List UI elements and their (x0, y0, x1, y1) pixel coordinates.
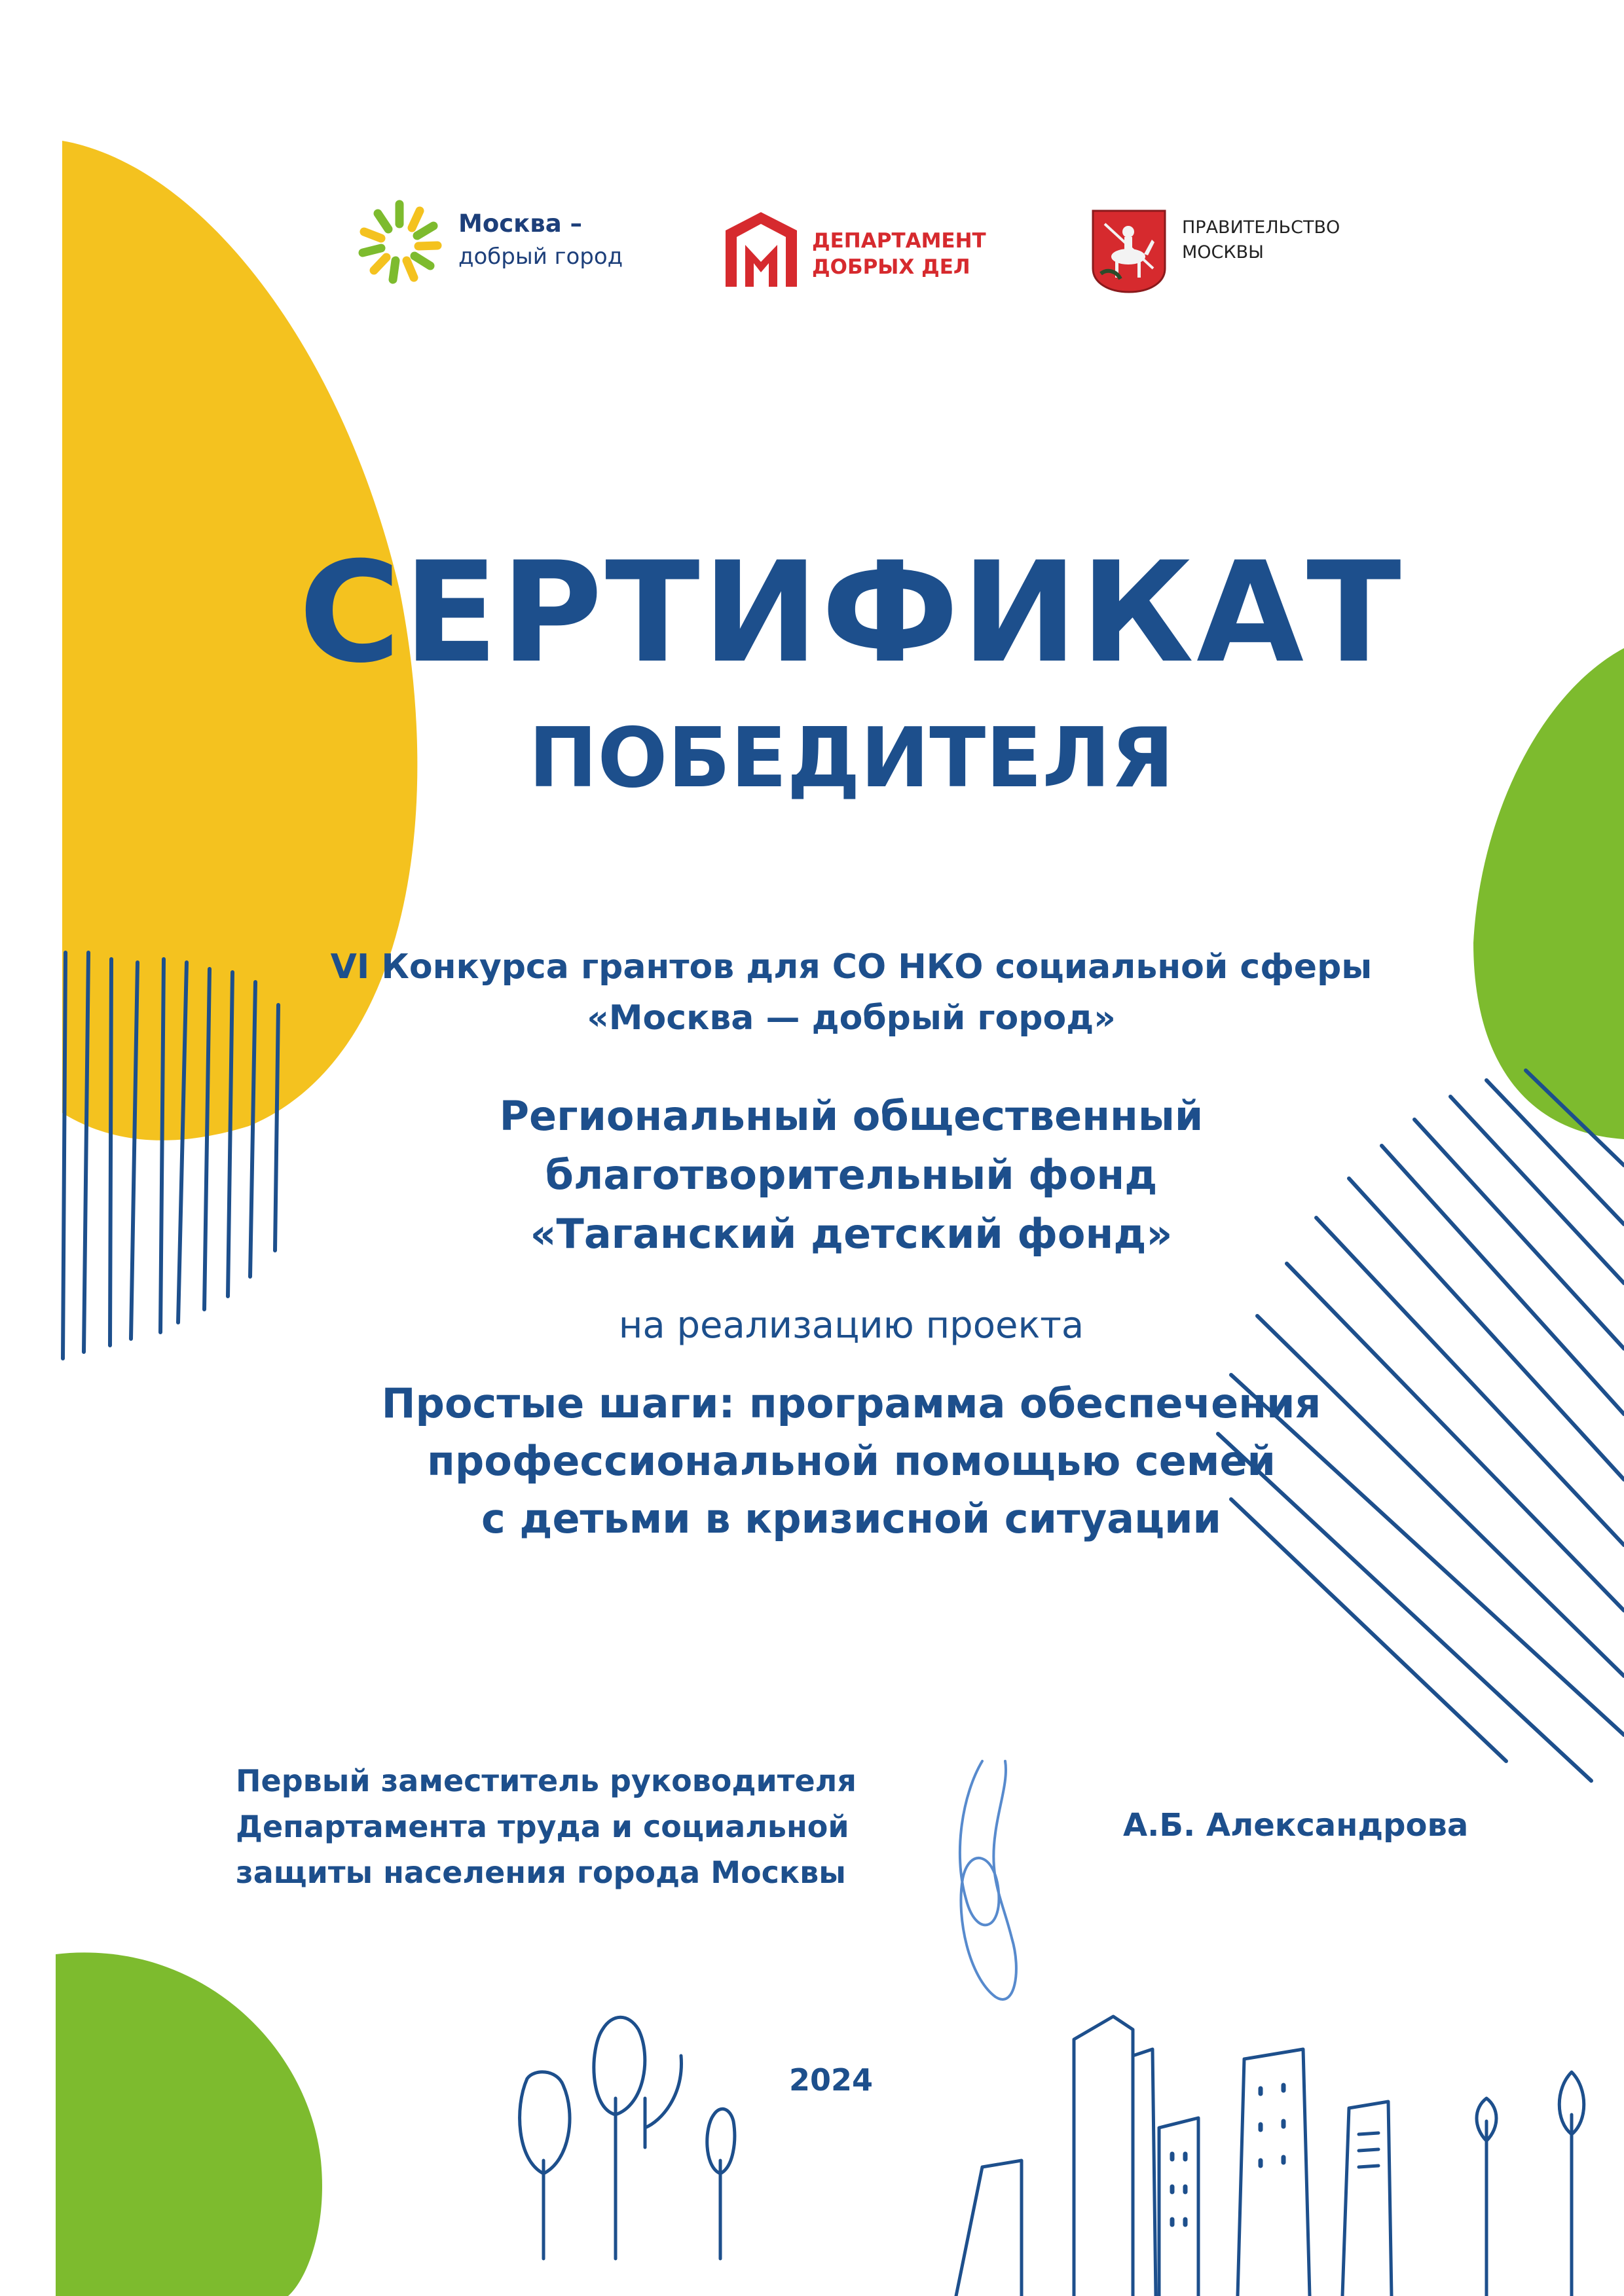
organization-name (262, 1087, 1441, 1264)
logo-moscow-government-line2: МОСКВЫ (1182, 242, 1264, 263)
letter-m-icon (720, 208, 802, 290)
logo-moscow-good-city-line2: добрый город (458, 244, 623, 270)
org-line-2: благотворительный фонд (545, 1151, 1158, 1199)
for-project-label: на реализацию проекта (618, 1304, 1084, 1347)
logo-good-deeds-department (720, 208, 986, 293)
project-name (262, 1375, 1441, 1548)
certificate-year: 2024 (789, 2062, 874, 2098)
logo-moscow-government-line1: ПРАВИТЕЛЬСТВО (1182, 217, 1340, 238)
sun-rays-icon (354, 196, 445, 288)
certificate-title: СЕРТИФИКАТ (299, 532, 1404, 693)
org-line-1: Региональный общественный (499, 1092, 1204, 1140)
logo-moscow-good-city-line1: Москва – (458, 210, 583, 238)
green-leaf-shape-right (1473, 648, 1624, 1139)
signer-name: А.Б. Александрова (1123, 1807, 1469, 1844)
city-skyline-lineart (520, 2016, 1584, 2296)
contest-line-2: «Москва — добрый город» (587, 998, 1116, 1038)
certificate-subtitle: ПОБЕДИТЕЛЯ (528, 710, 1175, 806)
signer-position (236, 1758, 857, 1895)
moscow-coat-of-arms-icon (1090, 208, 1168, 295)
project-line-1: Простые шаги: программа обеспечения (381, 1379, 1321, 1427)
contest-line-1: VI Конкурса грантов для СО НКО социальной сферы (330, 947, 1373, 987)
logo-moscow-good-city (354, 196, 648, 301)
signer-position-line-3: защиты населения города Москвы (236, 1855, 846, 1890)
signer-position-line-1: Первый заместитель руководителя (236, 1763, 857, 1798)
org-line-3: «Таганский детский фонд» (530, 1210, 1173, 1258)
signer-position-line-2: Департамента труда и социальной (236, 1809, 849, 1844)
contest-description (262, 941, 1441, 1044)
green-leaf-shape-bottom (56, 1952, 322, 2296)
logo-good-deeds-line1: ДЕПАРТАМЕНТ (812, 229, 986, 253)
signature-scribble (960, 1761, 1016, 1999)
project-line-3: с детьми в кризисной ситуации (481, 1495, 1221, 1542)
project-line-2: профессиональной помощью семей (427, 1437, 1276, 1485)
logo-good-deeds-line2: ДОБРЫХ ДЕЛ (812, 255, 970, 279)
logo-moscow-government (1090, 208, 1352, 300)
